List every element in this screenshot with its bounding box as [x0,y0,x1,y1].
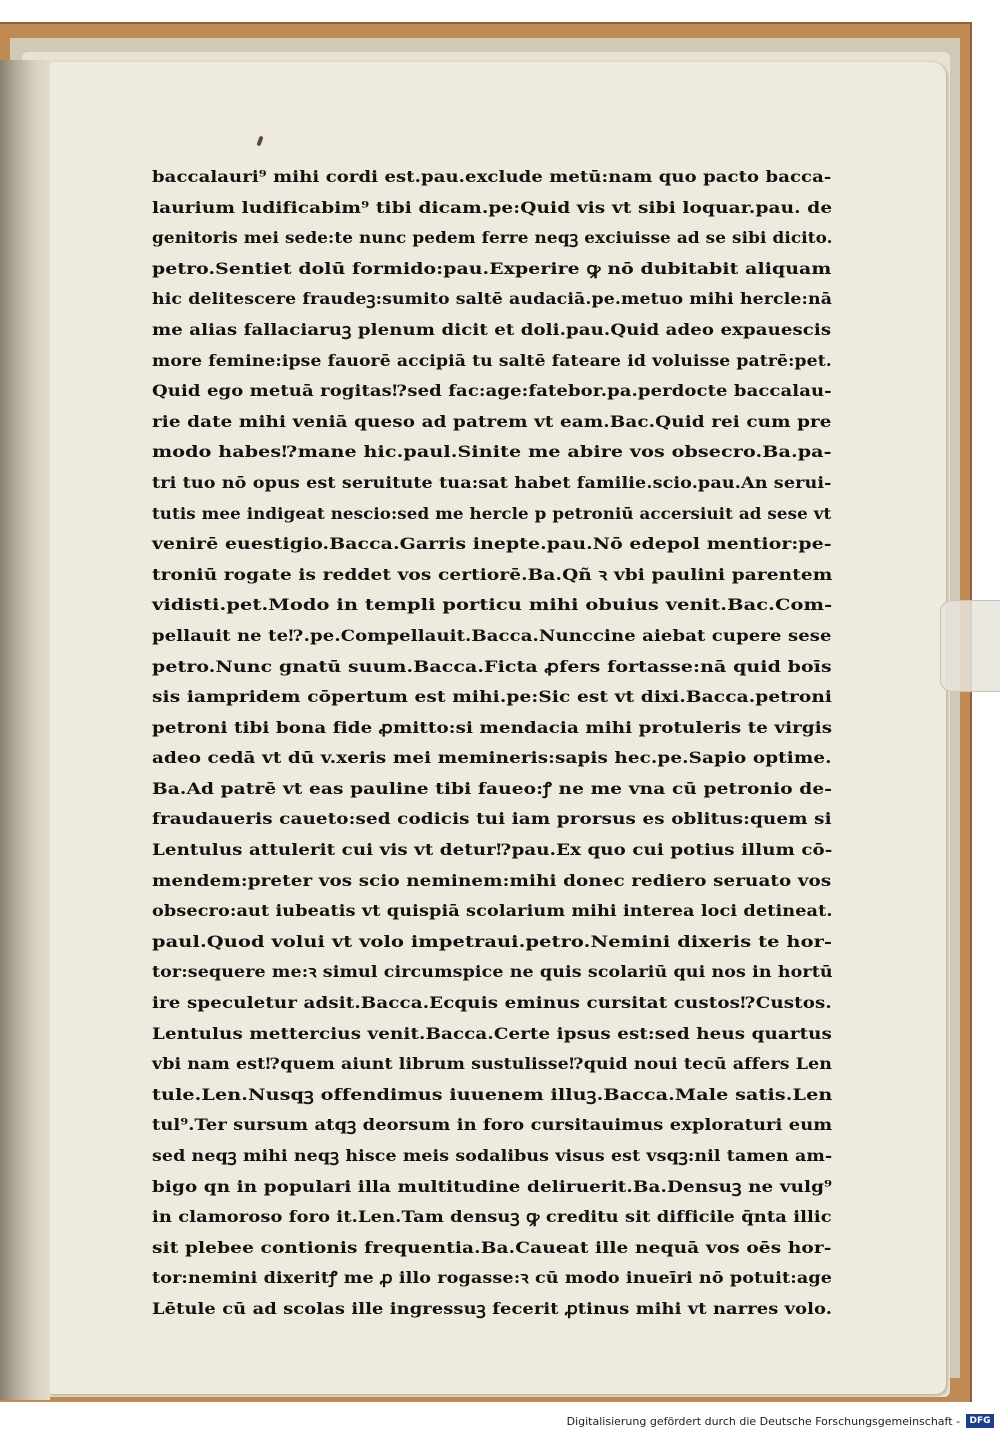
text-line: Lentulus attulerit cui vis vt detur⁉pau.Ex quo cui potius illum cō- [152,840,833,860]
text-line: Lentulus mettercius venit.Bacca.Certe ipsus est:sed heus quartus [152,1023,832,1043]
text-line: me alias fallaciaruꝫ plenum dicit et doli.pau.Quid adeo expauescis [152,319,832,339]
text-line: bigo qn in populari illa multitudine deliruerit.Ba.Densuꝫ ne vulg⁹ [152,1176,833,1196]
text-line: Quid ego metuā rogitas⁉sed fac:age:fatebor.pa.perdocte baccalau- [152,381,832,401]
text-line: tor:nemini dixeritꝭ me ꝓ illo rogasse:ꝛ cū modo inueīri nō potuit:age [152,1268,833,1288]
text-line: tri tuo nō opus est seruitute tua:sat habet familie.scio.pau.An serui- [152,472,832,492]
text-line: vbi nam est⁉quem aiunt librum sustulisse⁉quid noui tecū affers Len [152,1054,832,1074]
text-line: fraudaueris caueto:sed codicis tui iam prorsus es oblitus:quem si [152,809,832,829]
text-line: more femine:ipse fauorē accipiā tu saltē fateare id voluisse patrē:pet. [152,350,832,370]
text-line: petro.Sentiet dolū formido:pau.Experire ꝙ nō dubitabit aliquam [152,258,832,278]
footer [0,1405,1000,1437]
text-line: adeo cedā vt dū v.xeris mei memineris:sapis hec.pe.Sapio optime. [152,748,832,768]
text-line: tor:sequere me:ꝛ simul circumspice ne quis scolariū qui nos in hortū [152,962,833,982]
text-line: ire speculetur adsit.Bacca.Ecquis eminus cursitat custos⁉Custos. [152,993,832,1013]
text-line: hic delitescere fraudeꝫ:sumito saltē audaciā.pe.metuo mihi hercle:nā [152,289,833,309]
text-line: in clamoroso foro it.Len.Tam densuꝫ ꝙ creditu sit difficile q̄nta illic [152,1207,832,1227]
text-line: modo habes⁉mane hic.paul.Sinite me abire vos obsecro.Ba.pa- [152,442,832,462]
text-line: obsecro:aut iubeatis vt quispiā scolarium mihi interea loci detineat. [152,901,833,921]
text-line: mendem:preter vos scio neminem:mihi donec rediero seruato vos [152,870,832,890]
dfg-credit: Digitalisierung gefördert durch die Deutsche Forschungsgemeinschaft - [566,1415,960,1428]
text-line: tule.Len.Nusqꝫ offendimus iuuenem illuꝫ.Bacca.Male satis.Len [152,1084,833,1104]
text-line: troniū rogate is reddet vos certiorē.Ba.Qñ ꝛ vbi paulini parentem [152,564,833,584]
text-line: sis iampridem cōpertum est mihi.pe:Sic est vt dixi.Bacca.petroni [152,687,833,707]
text-line: vidisti.pet.Modo in templi porticu mihi obuius venit.Bac.Com- [152,595,833,615]
spine-shadow [0,60,50,1400]
printed-text-block [152,162,832,1325]
text-line: laurium ludificabim⁹ tibi dicam.pe:Quid vis vt sibi loquar.pau. de [152,197,833,217]
dfg-logo: DFG [966,1414,994,1428]
text-line: baccalauri⁹ mihi cordi est.pau.exclude metū:nam quo pacto bacca- [152,167,832,186]
text-line: venirē euestigio.Bacca.Garris inepte.pau.Nō edepol mentior:pe- [152,534,832,554]
text-line: sit plebee contionis frequentia.Ba.Caueat ille nequā vos oēs hor- [152,1237,832,1257]
text-line: Ba.Ad patrē vt eas pauline tibi faueo:ꝭ ne me vna cū petronio de- [152,778,833,798]
text-line: petro.Nunc gnatū suum.Bacca.Ficta ꝓfers fortasse:nā quid boīs [152,656,832,676]
text-line: petroni tibi bona fide ꝓmitto:si mendacia mihi protuleris te virgis [152,717,833,737]
text-line: genitoris mei sede:te nunc pedem ferre neqꝫ exciuisse ad se sibi dicito. [152,228,833,248]
text-line: tutis mee indigeat nescio:sed me hercle p petroniū accersiuit ad sese vt [152,503,832,523]
text-line: pellauit ne te⁉.pe.Compellauit.Bacca.Nunccine aiebat cupere sese [152,625,832,645]
text-line: Lētule cū ad scolas ille ingressuꝫ fecerit ꝓtinus mihi vt narres volo. [152,1298,833,1318]
text-line: tul⁹.Ter sursum atqꝫ deorsum in foro cursitauimus exploraturi eum [152,1115,833,1135]
text-line: rie date mihi veniā queso ad patrem vt eam.Bac.Quid rei cum pre [152,411,832,431]
text-line: sed neqꝫ mihi neqꝫ hisce meis sodalibus visus est vsqꝫ:nil tamen am- [152,1146,833,1165]
text-line: paul.Quod volui vt volo impetraui.petro.Nemini dixeris te hor- [152,931,833,951]
